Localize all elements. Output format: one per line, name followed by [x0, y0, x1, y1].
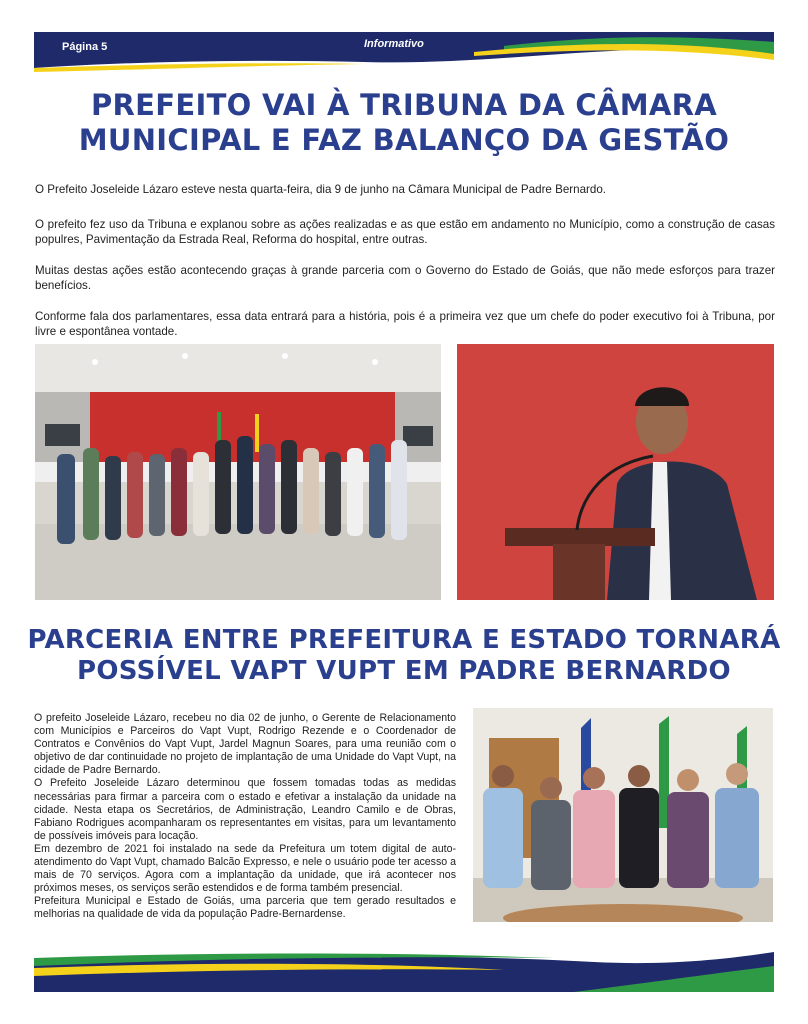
article1-title: [0, 88, 808, 158]
article2-paragraph-3: Em dezembro de 2021 foi instalado na sede da Prefeitura um totem digital de auto-atendimento do Vapt Vupt, chamado Balcão Expresso, e nele o usuário pode ter acesso a mais de 70 serviços. Agora com a implantação da unidade, que irá acontecer nos próximos meses, os serviços serão estendidos e de forma também presencial.: [34, 842, 456, 895]
article1-paragraph-1: O Prefeito Joseleide Lázaro esteve nesta quarta-feira, dia 9 de junho na Câmara Municipal de Padre Bernardo.: [35, 183, 607, 196]
meeting-group-photo: [473, 708, 773, 922]
article1-paragraph-3: Muitas destas ações estão acontecendo graças à grande parceria com o Governo do Estado de Goiás, que não mede esforços para trazer benefícios.: [35, 264, 775, 292]
article1-title-line1: PREFEITO VAI À TRIBUNA DA CÂMARA: [90, 88, 718, 122]
article1-paragraph-4: Conforme fala dos parlamentares, essa data entrará para a história, pois é a primeira vez que um chefe do poder executivo foi à Tribuna, por livre e espontânea vontade.: [35, 310, 775, 338]
article1-title-line2: MUNICIPAL E FAZ BALANÇO DA GESTÃO: [78, 122, 730, 157]
mayor-tribune-photo: [457, 344, 774, 600]
article2-title-line1: PARCERIA ENTRE PREFEITURA E ESTADO TORNARÁ: [27, 625, 781, 655]
article2-title-line2: POSSÍVEL VAPT VUPT EM PADRE BERNARDO: [77, 656, 731, 687]
header-banner: [34, 32, 774, 72]
footer-wave-graphic: [34, 952, 774, 992]
footer-banner: [34, 952, 774, 992]
article2-title: [0, 625, 808, 687]
page-number-label: Página 5: [62, 41, 108, 53]
article1-paragraph-2: O prefeito fez uso da Tribuna e explanou sobre as ações realizadas e as que estão em andamento no Município, como a construção de casas populres, Pavimentação da Estrada Real, Reforma do hospital, entre outras.: [35, 218, 775, 246]
chamber-group-photo: [35, 344, 441, 600]
publication-label: Informativo: [364, 38, 424, 50]
article2-paragraph-2: O Prefeito Joseleide Lázaro determinou que fossem tomadas todas as medidas necessárias para firmar a parceira com o estado e efetivar a instalação da unidade na cidade. Nesta etapa os Secretários, de Administração, Leandro Camilo e de Obras, Fabiano Rodrigues acompanharam os representantes em visitas, para um levantamento de possíveis imóveis para locação.: [34, 777, 456, 842]
article2-body: [34, 712, 456, 922]
article2-paragraph-4: Prefeitura Municipal e Estado de Goiás, uma parceria que tem gerado resultados e melhorias na qualidade de vida da população Padre-Bernardense.: [34, 895, 456, 921]
article2-paragraph-1: O prefeito Joseleide Lázaro, recebeu no dia 02 de junho, o Gerente de Relacionamento com Municípios e Parceiros do Vapt Vupt, Rodrigo Rezende e o Coordenador de Contratos e Convênios do Vapt Vupt, Jardel Magnun Soares, para uma reunião com o objetivo de dar continuidade no projeto de implantação de uma Unidade do Vapt Vupt, na cidade de Padre Bernardo.: [34, 712, 456, 777]
